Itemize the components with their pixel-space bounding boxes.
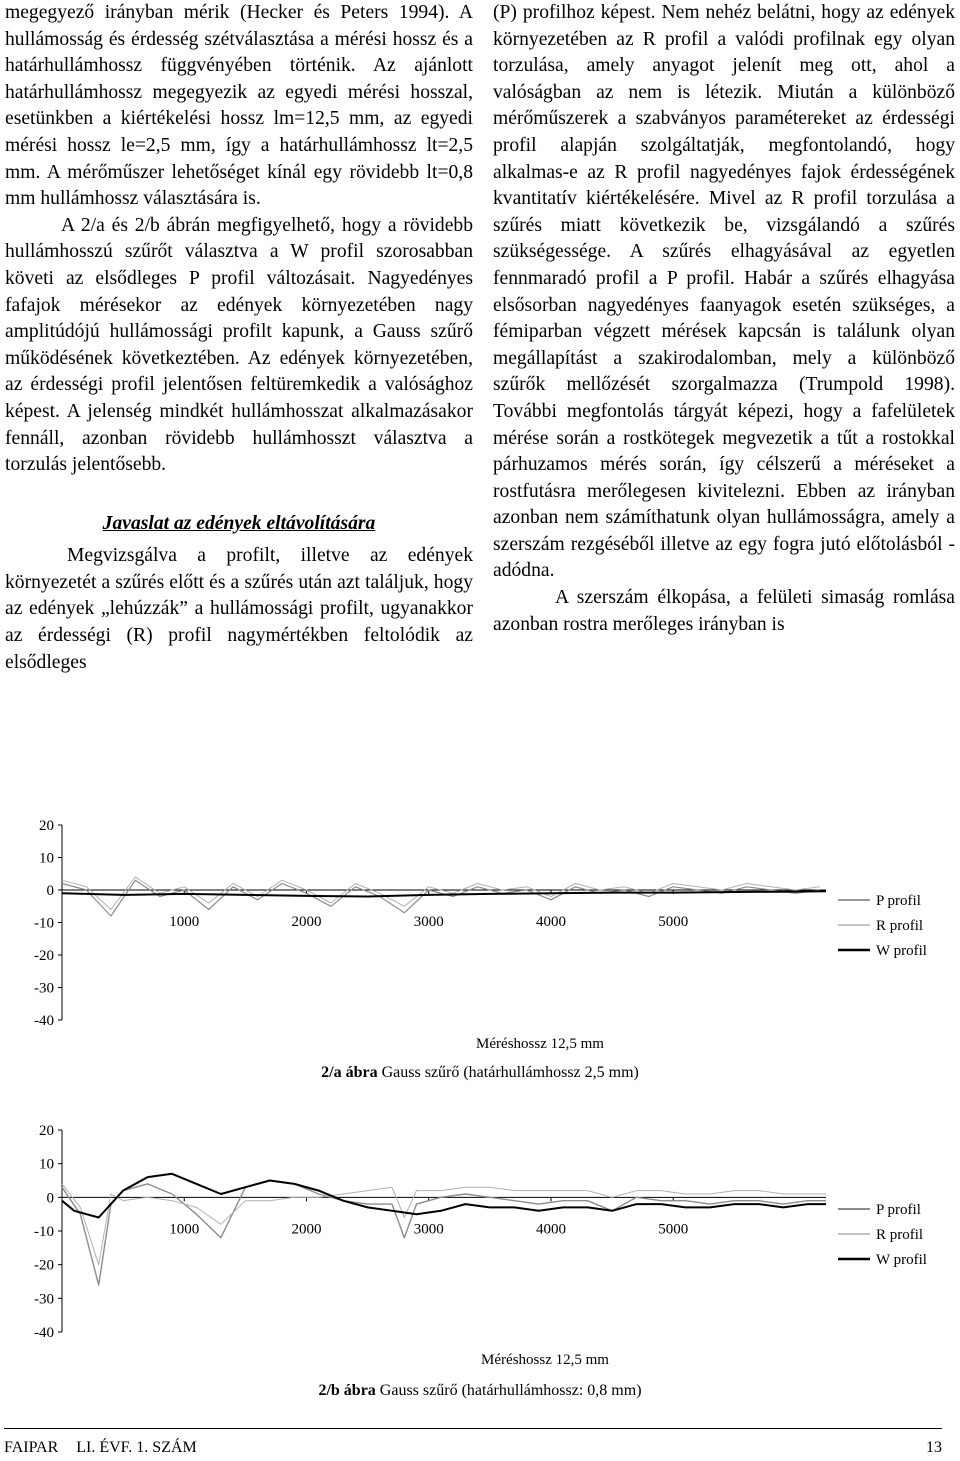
figure-2b [0, 1118, 960, 1418]
chart-2b-x-tick-label: 1000 [169, 1221, 200, 1238]
chart-2b-x-tick-label: 5000 [658, 1221, 689, 1238]
chart-2a-y-tick-label: 20 [39, 818, 54, 834]
chart-2b-y-tick-label: -20 [34, 1257, 54, 1274]
figure-2b-chart [0, 1118, 960, 1418]
chart-2a-y-tick-label: 10 [39, 850, 54, 867]
chart-2a-y-tick-label: -30 [34, 980, 54, 997]
right-text-column [493, 0, 955, 638]
chart-2b-legend-label: W profil [876, 1252, 927, 1268]
chart-2a-x-tick-label: 4000 [535, 914, 566, 930]
chart-2a-x-tick-label: 2000 [291, 914, 322, 930]
right-paragraph-1: (P) profilhoz képest. Nem nehéz belátni, hogy az edények környezetében az R profil a valódi profilnak egy olyan torzulása, amely anyagot jelenít meg ott, ahol a valóságban az nem is létezik. Miután a különböző mérőműszerek a szabványos paramétereket az érdességi profil alapján szolgáltatják, megfontolandó, hogy alkalmas-e az R profil nagyedényes fajok érdességének kvantitatív kiértékelésére. Mivel az R profil torzulása a szűrés miatt következik be, vizsgálandó a szűrés szükségessége. A szűrés elhagyásával az egyetlen fennmaradó profil a P profil. Habár a szűrés elhagyása elsősorban nagyedényes faanyagok esetén szükséges, a fémiparban végzett mérések kapcsán is találunk olyan megállapítást a szakirodalomban, mely a különböző szűrők mellőzését szorgalmazza (Trumpold 1998). További megfontolás tárgyát képezi, hogy a fafelületek mérése során a rostkötegek megvezetik a tűt a rostokkal párhuzamos mérés során, így célszerű a méréseket a rostfutásra merőlegesen kivitelezni. Ebben az irányban azonban nem számíthatunk olyan hullámosságra, amely a szerszám rezgéséből illetve az egy fogra jutó előtolásból - adódna. [493, 2, 955, 582]
chart-2a-legend-label: W profil [876, 943, 927, 959]
footer-page-number: 13 [926, 1439, 942, 1456]
chart-2b-y-tick-label: 20 [39, 1123, 54, 1139]
right-paragraph-2: A szerszám élkopása, a felületi simaság romlása azonban rostra merőleges irányban is [493, 587, 955, 635]
chart-2a-x-tick-label: 1000 [169, 914, 200, 930]
chart-2b-y-tick-label: -40 [34, 1325, 54, 1341]
chart-2b-series-w-profil [62, 1174, 826, 1218]
figure-2b-caption-text: Gauss szűrő (határhullámhossz: 0,8 mm) [375, 1382, 642, 1399]
chart-2b-y-tick-label: -30 [34, 1291, 54, 1308]
chart-2b-y-tick-label: -10 [34, 1224, 54, 1240]
chart-2b-y-tick-label: 0 [46, 1190, 54, 1207]
chart-2b-x-tick-label: 3000 [413, 1221, 444, 1238]
chart-2a-legend-label: P profil [876, 893, 921, 909]
figure-2a-caption [0, 1064, 960, 1082]
figure-2a-xlabel: Méréshossz 12,5 mm [476, 1036, 604, 1052]
figure-2a-caption-text: Gauss szűrő (határhullámhossz 2,5 mm) [377, 1064, 639, 1081]
chart-2a-x-tick-label: 3000 [413, 914, 444, 930]
left-paragraph-2: A 2/a és 2/b ábrán megfigyelhető, hogy a rövidebb hullámhosszú szűrőt választva a W profil szorosabban követi az elsődleges P profil változásait. Nagyedényes fafajok mérésekor az edények környezetében nagy amplitúdójú hullámossági profilt kapunk, a Gauss szűrő működésének következtében. Az edények környezetében, az érdességi profil jelentősen feltüremkedik a valósághoz képest. A jelenség mindkét hullámhosszat alkalmazásakor fennáll, azonban rövidebb hullámhosszt választva a torzulás jelentősebb. [5, 214, 473, 476]
chart-2b-x-tick-label: 4000 [535, 1221, 566, 1238]
footer-journal: FAIPAR [4, 1439, 59, 1456]
page-footer [4, 1428, 942, 1457]
figure-2a [0, 810, 960, 1100]
chart-2b-x-tick-label: 2000 [291, 1221, 322, 1238]
figure-2a-caption-number: 2/a ábra [321, 1064, 378, 1081]
chart-2a-y-tick-label: -20 [34, 948, 54, 964]
left-paragraph-1: megegyező irányban mérik (Hecker és Peters 1994). A hullámosság és érdesség szétválasztása a mérési hossz és a határhullámhossz függvényében történik. Az ajánlott határhullámhossz megegyezik az egyedi mérési hosszal, esetünkben a kiértékelési hossz lm=12,5 mm, az egyedi mérési hossz le=2,5 mm, így a határhullámhossz lt=2,5 mm. A mérőműszer lehetőséget kínál egy rövidebb lt=0,8 mm hullámhossz választására is. [5, 2, 473, 210]
figure-2b-caption [0, 1382, 960, 1400]
chart-2a-y-tick-label: -40 [34, 1013, 54, 1029]
chart-2a-x-tick-label: 5000 [658, 914, 689, 930]
figure-2b-xlabel: Méréshossz 12,5 mm [481, 1352, 609, 1368]
chart-2b-legend-label: R profil [876, 1227, 924, 1243]
figure-2b-caption-number: 2/b ábra [318, 1382, 376, 1399]
section-heading: Javaslat az edények eltávolítására [102, 512, 376, 534]
chart-2b-y-tick-label: 10 [39, 1156, 54, 1173]
footer-volume: LI. ÉVF. 1. SZÁM [76, 1439, 197, 1456]
chart-2a-y-tick-label: 0 [46, 883, 54, 899]
chart-2a-series-p-profil [62, 880, 820, 916]
chart-2a-y-tick-label: -10 [34, 915, 54, 932]
left-paragraph-3: Megvizsgálva a profilt, illetve az edények környezetét a szűrés előtt és a szűrés után azt találjuk, hogy az edények „lehúzzák” a hullámossági profilt, ugyanakkor az érdességi (R) profil nagymértékben feltolódik az elsődleges [5, 545, 473, 673]
left-text-column [5, 0, 473, 676]
figure-2a-chart [0, 810, 960, 1100]
chart-2b-legend-label: P profil [876, 1202, 921, 1218]
chart-2a-legend-label: R profil [876, 918, 924, 934]
